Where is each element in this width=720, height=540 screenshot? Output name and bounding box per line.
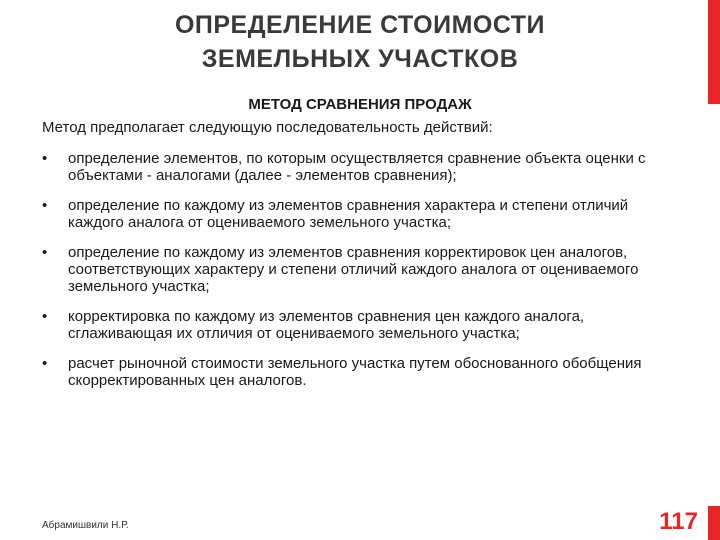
- accent-bar-bottom: [708, 506, 720, 540]
- bullet-text: определение элементов, по которым осуществляется сравнение объекта оценки с объектами - аналогами (далее - элементов сравнения);: [68, 150, 646, 184]
- page-number: 117: [659, 508, 698, 535]
- section-subtitle: МЕТОД СРАВНЕНИЯ ПРОДАЖ: [248, 96, 472, 113]
- footer-author: Абрамишвили Н.Р.: [42, 520, 129, 531]
- bullet-marker: •: [42, 355, 48, 372]
- bullet-text: корректировка по каждому из элементов сравнения цен каждого аналога, сглаживающая их отличия от оцениваемого земельного участка;: [68, 308, 585, 342]
- bullet-item: [42, 308, 682, 342]
- bullet-item: [42, 244, 682, 295]
- bullet-item: [42, 197, 682, 231]
- bullet-marker: •: [42, 150, 48, 167]
- accent-bar-top: [708, 0, 720, 104]
- title-line-2: ЗЕМЕЛЬНЫХ УЧАСТКОВ: [201, 45, 519, 73]
- title-line-1: ОПРЕДЕЛЕНИЕ СТОИМОСТИ: [174, 11, 546, 39]
- bullet-text: расчет рыночной стоимости земельного участка путем обоснованного обобщения скорректированных цен аналогов.: [68, 355, 642, 389]
- bullet-item: [42, 150, 682, 184]
- bullet-item: [42, 355, 682, 389]
- bullet-text: определение по каждому из элементов сравнения корректировок цен аналогов, соответствующих характеру и степени отличий каждого аналога от оцениваемого земельного участка;: [68, 244, 639, 295]
- bullet-marker: •: [42, 244, 48, 261]
- page-title: [150, 8, 570, 76]
- bullet-list: [42, 150, 682, 402]
- intro-text: Метод предполагает следующую последовательность действий:: [42, 119, 493, 136]
- bullet-marker: •: [42, 197, 48, 214]
- bullet-marker: •: [42, 308, 48, 325]
- bullet-text: определение по каждому из элементов сравнения характера и степени отличий каждого аналога от оцениваемого земельного участка;: [68, 197, 629, 231]
